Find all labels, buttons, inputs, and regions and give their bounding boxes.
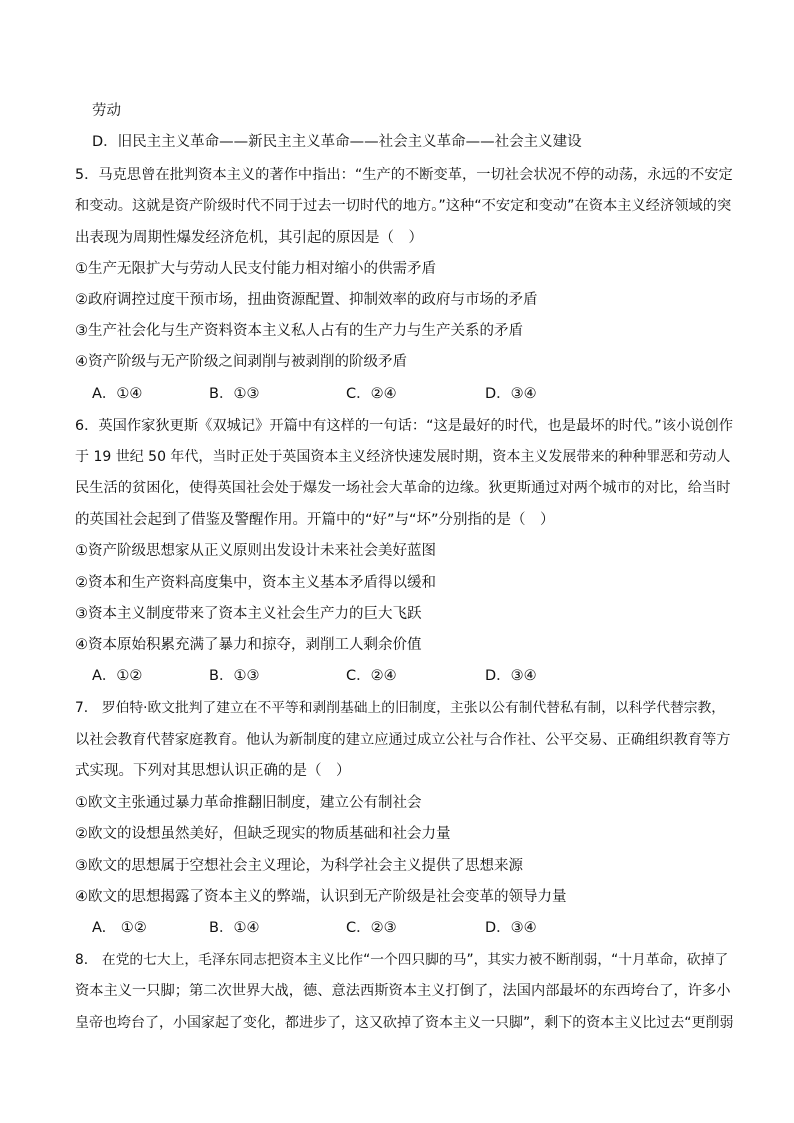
statement-2: ②资本和生产资料高度集中，资本主义基本矛盾得以缓和 xyxy=(75,575,436,591)
statement-4: ④资产阶级与无产阶级之间剥削与被剥削的阶级矛盾 xyxy=(75,354,407,370)
option-b: B．①③ xyxy=(209,386,260,402)
question-8-stem: 皇帝也垮台了，小国家起了变化，都进步了，这又砍掉了资本主义一只脚”，剩下的资本主义比过去“更削弱 xyxy=(75,1015,734,1031)
statement-4: ④资本原始积累充满了暴力和掠夺，剥削工人剩余价值 xyxy=(75,637,422,653)
question-7-stem: 以社会教育代替家庭教育。他认为新制度的建立应通过成立公社与合作社、公平交易、正确组织教育等方 xyxy=(75,732,731,748)
statement-1: ①生产无限扩大与劳动人民支付能力相对缩小的供需矛盾 xyxy=(75,261,436,277)
option-d: D．③④ xyxy=(485,668,537,684)
question-7-stem: 式实现。下列对其思想认识正确的是（ ） xyxy=(75,763,351,779)
option-c: C．②④ xyxy=(346,386,397,402)
question-6-stem: 的英国社会起到了借鉴及警醒作用。开篇中的“好”与“坏”分别指的是（ ） xyxy=(75,512,555,528)
option-a: A. ①② xyxy=(92,920,147,936)
question-5-stem: 和变动。这就是资产阶级时代不同于过去一切时代的地方。”这种“不安定和变动”在资本主义经济领域的突 xyxy=(75,198,732,214)
question-5-stem: 出表现为周期性爆发经济危机，其引起的原因是（ ） xyxy=(75,230,423,246)
option-d-text: D．旧民主主义革命——新民主主义革命——社会主义革命——社会主义建设 xyxy=(92,134,582,150)
question-5-stem: 5．马克思曾在批判资本主义的著作中指出：“生产的不断变革，一切社会状况不停的动荡，永远的不安定 xyxy=(75,167,733,183)
statement-4: ④欧文的思想揭露了资本主义的弊端，认识到无产阶级是社会变革的领导力量 xyxy=(75,889,567,905)
statement-1: ①资产阶级思想家从正义原则出发设计未来社会美好蓝图 xyxy=(75,543,436,559)
question-8-stem: 资本主义一只脚；第二次世界大战，德、意法西斯资本主义打倒了，法国内部最坏的东西垮台了，许多小 xyxy=(75,983,731,999)
option-a: A．①② xyxy=(92,668,143,684)
option-d: D．③④ xyxy=(485,386,537,402)
statement-3: ③资本主义制度带来了资本主义社会生产力的巨大飞跃 xyxy=(75,606,422,622)
question-8-stem: 8. 在党的七大上，毛泽东同志把资本主义比作“一个四只脚的马”，其实力被不断削弱，“十月革命，砍掉了 xyxy=(75,952,729,968)
question-6-stem: 民生活的贫困化，使得英国社会处于爆发一场社会大革命的边缘。狄更斯通过对两个城市的对比，给当时 xyxy=(75,480,731,496)
option-a: A．①④ xyxy=(92,386,143,402)
question-6-stem: 于 19 世纪 50 年代，当时正处于英国资本主义经济快速发展时期，资本主义发展带来的种种罪恶和劳动人 xyxy=(75,449,731,465)
option-b: B．①③ xyxy=(209,668,260,684)
statement-2: ②政府调控过度干预市场，扭曲资源配置、抑制效率的政府与市场的矛盾 xyxy=(75,292,538,308)
option-b: B．①④ xyxy=(209,920,260,936)
statement-2: ②欧文的设想虽然美好，但缺乏现实的物质基础和社会力量 xyxy=(75,826,451,842)
statement-3: ③欧文的思想属于空想社会主义理论，为科学社会主义提供了思想来源 xyxy=(75,858,523,874)
statement-1: ①欧文主张通过暴力革命推翻旧制度，建立公有制社会 xyxy=(75,795,422,811)
question-6-stem: 6．英国作家狄更斯《双城记》开篇中有这样的一句话：“这是最好的时代，也是最坏的时代。”该小说创作 xyxy=(75,418,733,434)
question-7-stem: 7. 罗伯特·欧文批判了建立在不平等和剥削基础上的旧制度，主张以公有制代替私有制，以科学代替宗教， xyxy=(75,700,725,716)
option-c: C．②③ xyxy=(346,920,397,936)
option-d: D．③④ xyxy=(485,920,537,936)
text-line: 劳动 xyxy=(92,103,121,119)
statement-3: ③生产社会化与生产资料资本主义私人占有的生产力与生产关系的矛盾 xyxy=(75,323,523,339)
option-c: C．②④ xyxy=(346,668,397,684)
